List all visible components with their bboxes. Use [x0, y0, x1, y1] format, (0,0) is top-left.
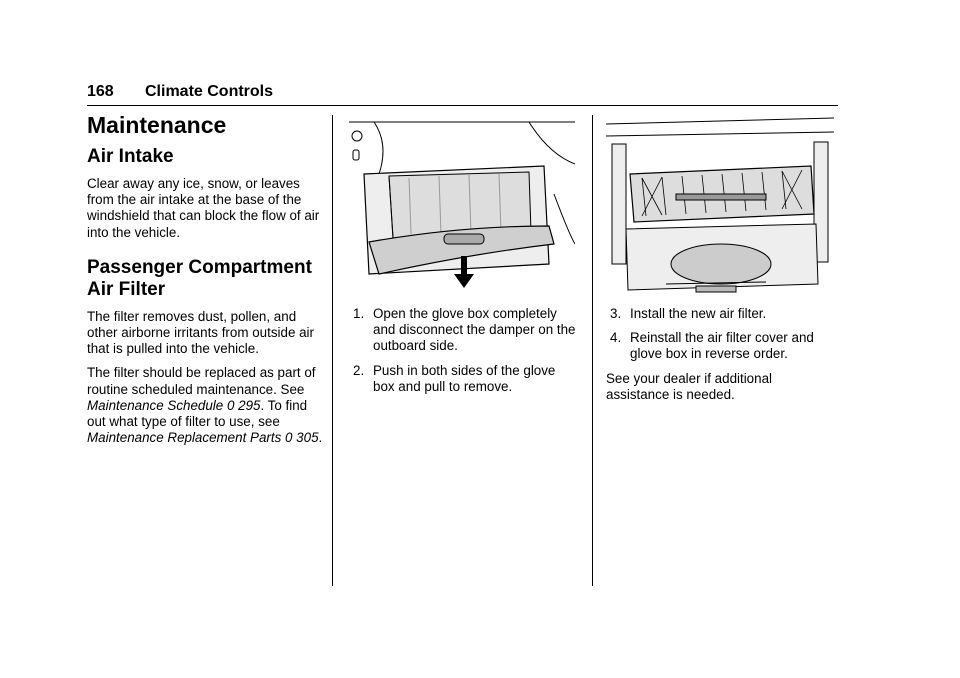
closing-paragraph: See your dealer if additional assistance is needed. — [606, 370, 773, 402]
column-2 — [349, 114, 577, 403]
list-item — [349, 306, 577, 355]
filter-paragraph-2-text: The filter should be replaced as part of routine scheduled maintenance. See — [87, 365, 316, 397]
filter-paragraph-2 — [87, 365, 325, 446]
maintenance-schedule-link[interactable]: Maintenance Schedule — [87, 397, 224, 413]
filter-heading-line1: Passenger Compartment — [87, 256, 312, 278]
filter-paragraph-1: The filter removes dust, pollen, and other airborne irritants from outside air that is pulled into the vehicle. — [87, 308, 314, 357]
column-divider-1 — [332, 115, 333, 586]
column-3 — [606, 114, 838, 411]
step-text: Push in both sides of the glove box and pull to remove. — [373, 362, 556, 394]
list-item — [606, 330, 838, 362]
filter-heading — [87, 257, 325, 301]
air-filter-illustration — [606, 114, 834, 296]
step-text: Reinstall the air filter cover and glove box in reverse order. — [630, 330, 814, 362]
steps-list-1 — [349, 306, 577, 395]
step-number: 1. — [353, 306, 365, 321]
maintenance-heading: Maintenance — [87, 112, 227, 138]
replacement-parts-page-ref[interactable]: 0 305 — [285, 430, 319, 446]
section-title: Climate Controls — [145, 83, 274, 100]
step-number: 2. — [353, 362, 365, 378]
filter-paragraph-2-end: . — [318, 430, 323, 446]
air-intake-heading: Air Intake — [87, 146, 174, 167]
maintenance-schedule-page-ref[interactable]: 0 295 — [226, 397, 261, 413]
step-number: 4. — [610, 330, 622, 346]
filter-heading-line2: Air Filter — [87, 278, 166, 300]
steps-list-2 — [606, 306, 838, 363]
glove-box-illustration — [349, 114, 575, 296]
replacement-parts-link[interactable]: Maintenance Replacement Parts — [87, 430, 282, 446]
filter-paragraph-2-mid: . To find out what type of filter to use, see — [87, 397, 308, 430]
page-number: 168 — [87, 83, 114, 100]
list-item — [606, 306, 838, 322]
step-text: Install the new air filter. — [630, 306, 767, 321]
page-header — [87, 83, 838, 106]
list-item — [349, 363, 577, 395]
column-divider-2 — [592, 115, 593, 586]
step-number: 3. — [610, 306, 622, 321]
step-text: Open the glove box completely and disconnect the damper on the outboard side. — [373, 306, 576, 354]
column-1 — [87, 112, 325, 454]
air-intake-paragraph: Clear away any ice, snow, or leaves from the air intake at the base of the windshield that can block the flow of air into the vehicle. — [87, 176, 320, 240]
